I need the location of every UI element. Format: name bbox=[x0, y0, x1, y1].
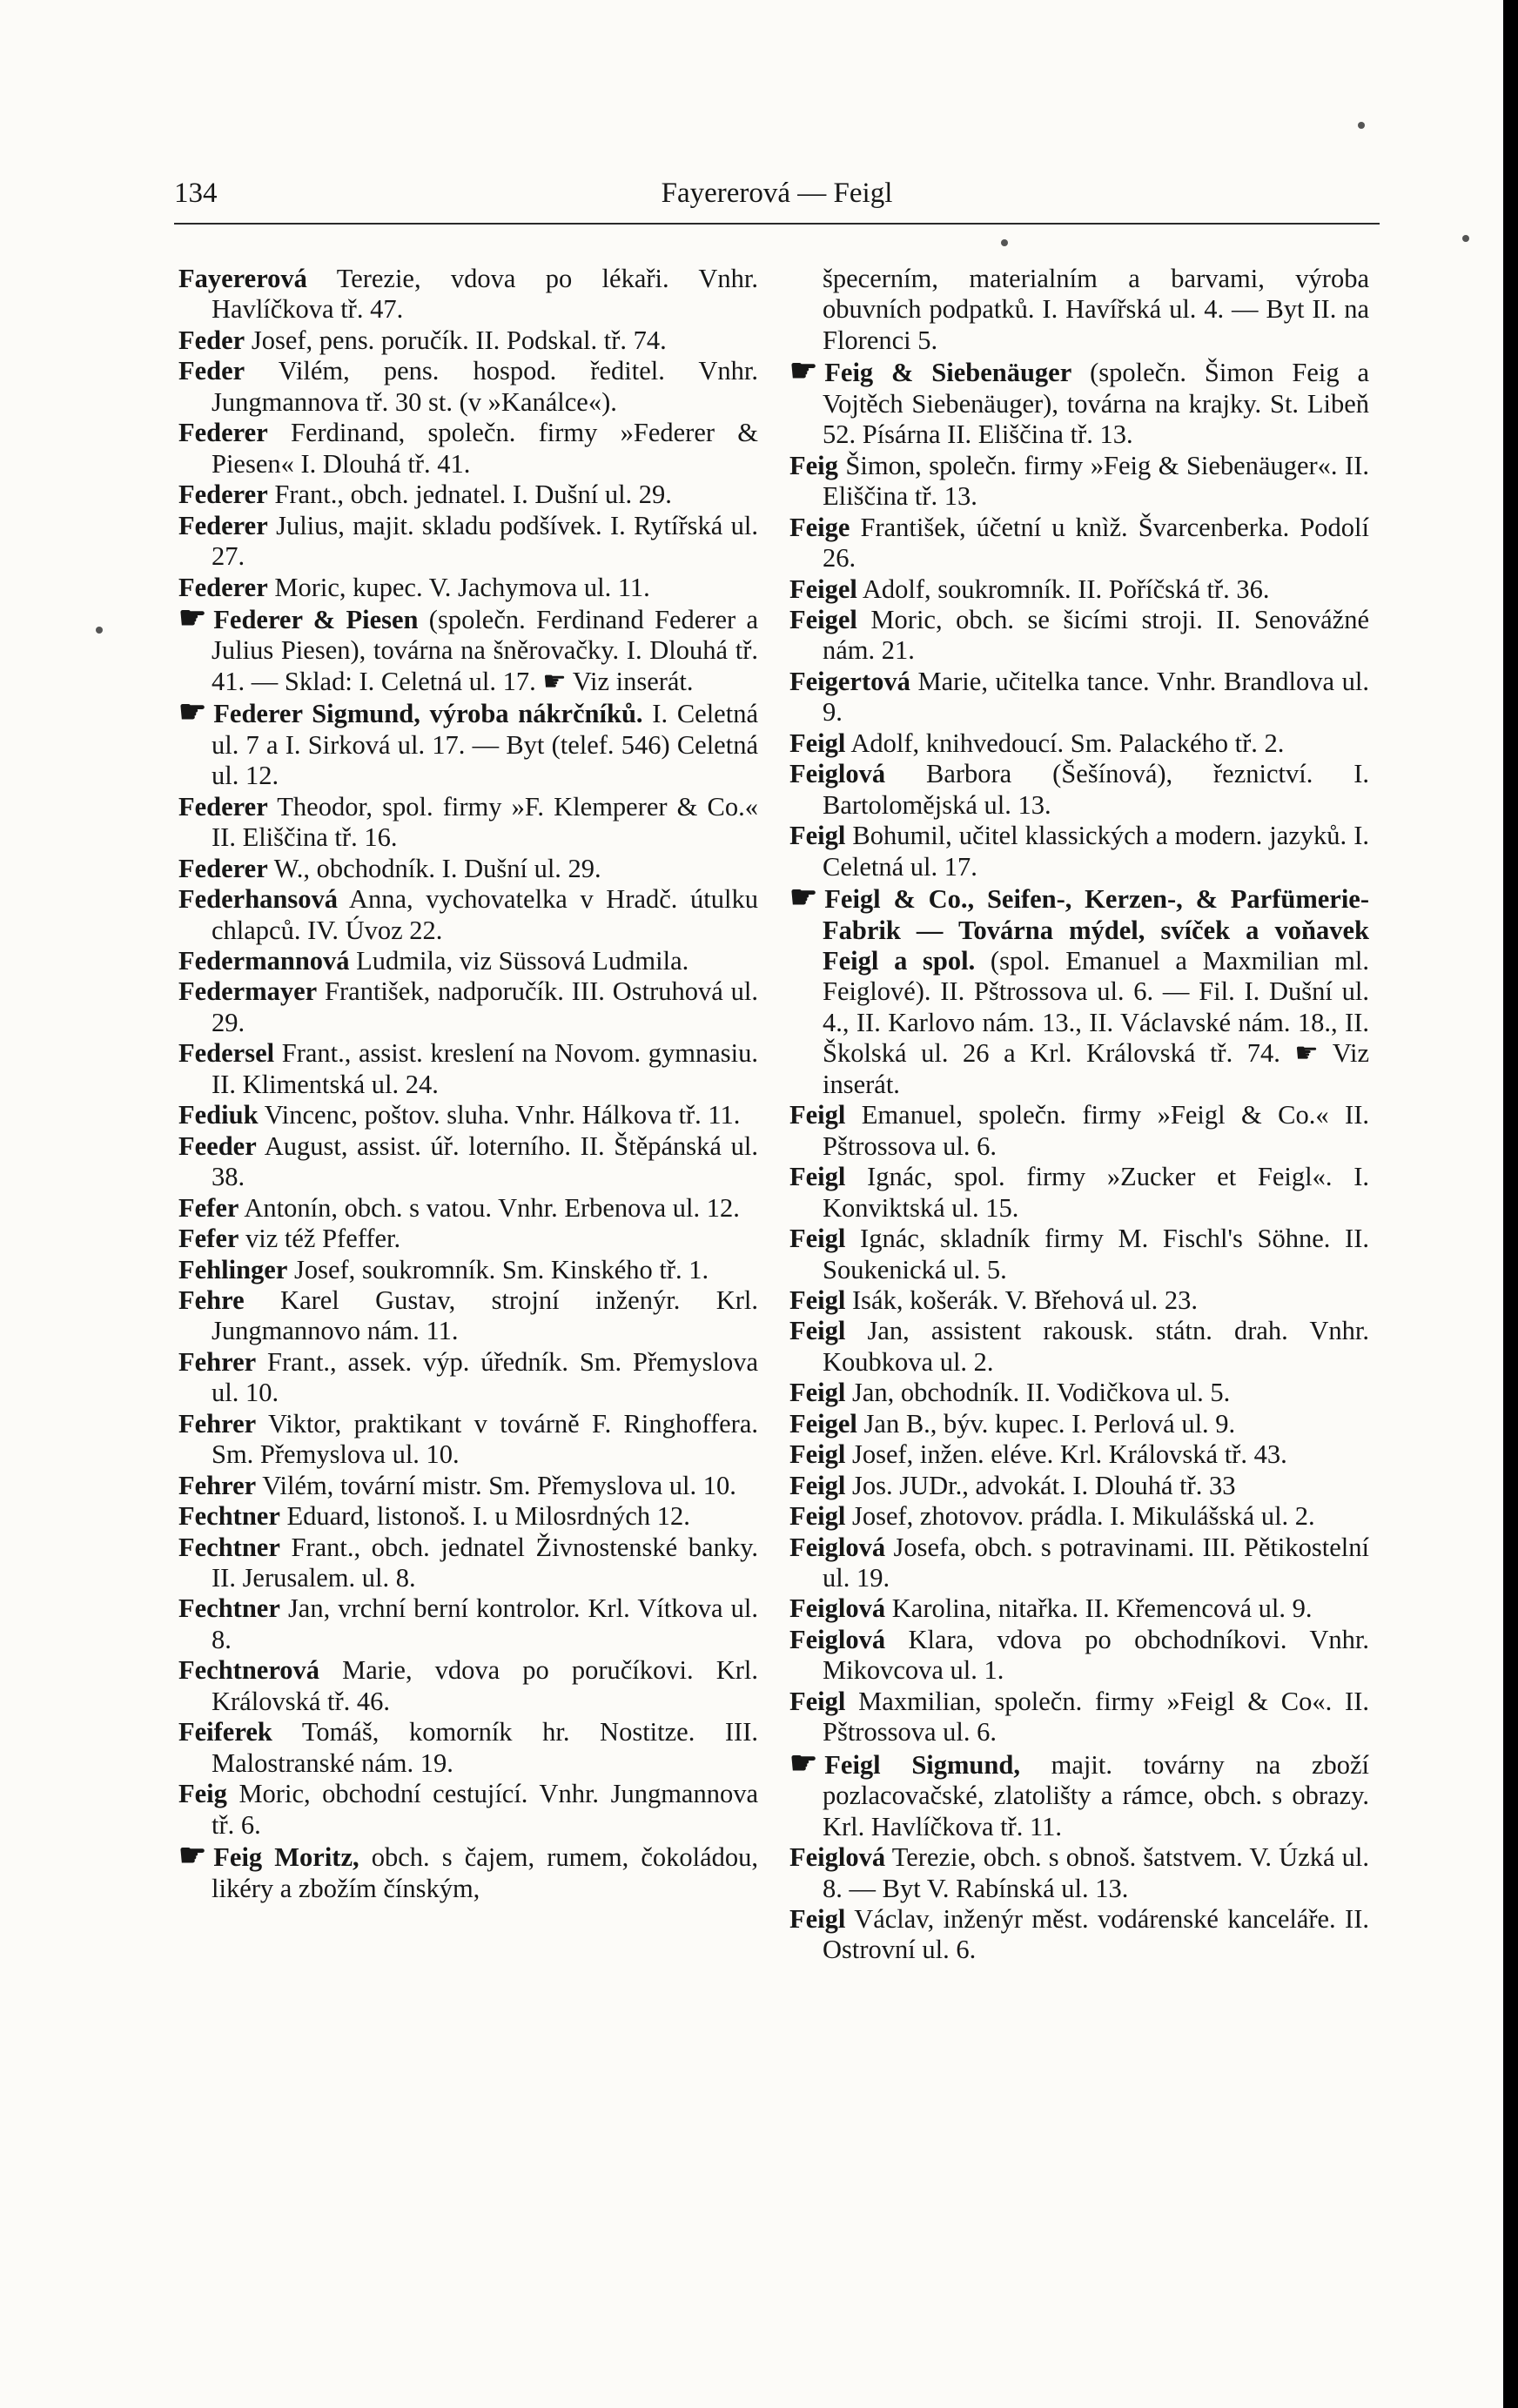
directory-entry bbox=[178, 480, 758, 510]
entry-details: Jan, assistent rakousk. státn. drah. Vnhr. Koubkova ul. 2. bbox=[823, 1316, 1369, 1377]
entry-name: Feig bbox=[789, 450, 838, 480]
directory-entry bbox=[178, 1347, 758, 1409]
directory-entry bbox=[789, 264, 1369, 356]
directory-entry bbox=[178, 1471, 758, 1501]
entry-details: Terezie, vdova po lékaři. Vnhr. Havlíčkova tř. 47. bbox=[212, 264, 758, 325]
entry-name: Feigl bbox=[789, 821, 846, 851]
entry-details: Ignác, spol. firmy »Zucker et Feigl«. I. Konviktská ul. 15. bbox=[823, 1162, 1369, 1223]
entry-details: Karolina, nitařka. II. Křemencová ul. 9. bbox=[885, 1593, 1313, 1624]
directory-entry bbox=[178, 976, 758, 1038]
entry-details: Karel Gustav, strojní inženýr. Krl. Jungmannovo nám. 11. bbox=[212, 1284, 758, 1346]
entry-name: Feigl bbox=[789, 1224, 846, 1254]
directory-entry bbox=[789, 513, 1369, 574]
pointing-hand-icon: ☛ bbox=[178, 600, 207, 635]
entry-details: Frant., assist. kreslení na Novom. gymnasiu. II. Klimentská ul. 24. bbox=[212, 1038, 758, 1099]
entry-name: Feigertová bbox=[789, 666, 910, 696]
directory-entry bbox=[789, 1471, 1369, 1501]
entry-details: Adolf, knihvedoucí. Sm. Palackého tř. 2. bbox=[845, 728, 1285, 758]
directory-entry bbox=[178, 1409, 758, 1471]
directory-entry bbox=[789, 1625, 1369, 1687]
entry-details: Bohumil, učitel klassických a modern. jazyků. I. Celetná ul. 17. bbox=[823, 821, 1369, 882]
entry-name: Feiglová bbox=[789, 1842, 886, 1873]
entry-details: Anna, vychovatelka v Hradč. útulku chlapců. IV. Úvoz 22. bbox=[212, 884, 758, 945]
entry-name: Feeder bbox=[178, 1130, 257, 1161]
entry-details: Šimon, společn. firmy »Feig & Siebenäuger«. II. Eliščina tř. 13. bbox=[823, 450, 1369, 512]
entry-details: Josef, zhotovov. prádla. I. Mikulášská ul. 2. bbox=[845, 1501, 1315, 1532]
entry-details: (spol. Emanuel a Maxmilian ml. Feiglové). II. Pštrossova ul. 6. — Fil. I. Dušní ul. 4., II. Karlovo nám. 13., II. Václavské nám. 18., II. Školská ul. 26 a Krl. Královská tř. 74. ☛ Viz inserát. bbox=[823, 945, 1369, 1099]
entry-name: Federer bbox=[178, 480, 268, 510]
directory-entry bbox=[178, 1100, 758, 1130]
directory-entry bbox=[178, 1593, 758, 1655]
entry-details: Isák, košerák. V. Břehová ul. 23. bbox=[845, 1284, 1199, 1315]
directory-entry bbox=[789, 1162, 1369, 1224]
entry-name: Feige bbox=[789, 512, 850, 542]
entry-name: Federer & Piesen bbox=[213, 604, 419, 634]
entry-details: Josef, inžen. eléve. Krl. Královská tř. 43. bbox=[845, 1439, 1287, 1470]
entry-name: Fayererová bbox=[178, 264, 307, 293]
entry-details: Moric, obchodní cestující. Vnhr. Jungmannova tř. 6. bbox=[212, 1779, 758, 1840]
directory-entry bbox=[789, 1593, 1369, 1624]
entry-details: Ludmila, viz Süssová Ludmila. bbox=[349, 945, 689, 976]
entry-details: Theodor, spol. firmy »F. Klemperer & Co.« II. Eliščina tř. 16. bbox=[212, 791, 758, 853]
directory-entry bbox=[178, 884, 758, 946]
directory-entry bbox=[178, 694, 758, 791]
entry-name: Feigl Sigmund, bbox=[824, 1749, 1020, 1780]
directory-entry bbox=[789, 1224, 1369, 1285]
entry-details: Terezie, obch. s obnoš. šatstvem. V. Úzká ul. 8. — Byt V. Rabínská ul. 13. bbox=[823, 1842, 1369, 1903]
directory-entry bbox=[178, 854, 758, 884]
pointing-hand-icon: ☛ bbox=[789, 1745, 818, 1781]
entry-details: Marie, vdova po poručíkovi. Krl. Královská tř. 46. bbox=[212, 1655, 758, 1716]
directory-entry bbox=[178, 1501, 758, 1532]
entry-name: Feigl bbox=[789, 1162, 846, 1192]
entry-details: W., obchodník. I. Dušní ul. 29. bbox=[267, 853, 601, 883]
directory-entry bbox=[178, 511, 758, 573]
directory-entry bbox=[178, 1838, 758, 1904]
entry-details: Vincenc, poštov. sluha. Vnhr. Hálkova tř. 11. bbox=[258, 1100, 741, 1130]
entry-details: Vilém, tovární mistr. Sm. Přemyslova ul. 10. bbox=[256, 1470, 736, 1500]
entry-details: Jan B., býv. kupec. I. Perlová ul. 9. bbox=[856, 1408, 1236, 1439]
entry-details: Jan, vrchní berní kontrolor. Krl. Vítkova ul. 8. bbox=[212, 1593, 758, 1654]
entry-details: František, účetní u knìž. Švarcenberka. Podolí 26. bbox=[823, 512, 1369, 573]
entry-details: František, nadporučík. III. Ostruhová ul. 29. bbox=[212, 976, 758, 1037]
entry-details: Tomáš, komorník hr. Nostitze. III. Malostranské nám. 19. bbox=[212, 1717, 758, 1778]
pointing-hand-icon: ☛ bbox=[789, 353, 818, 389]
directory-entry bbox=[178, 1285, 758, 1347]
entry-details: Josefa, obch. s potravinami. III. Pětikostelní ul. 19. bbox=[823, 1532, 1369, 1593]
directory-entry bbox=[178, 1779, 758, 1841]
entry-details: Josef, pens. poručík. II. Podskal. tř. 74. bbox=[245, 325, 667, 355]
entry-name: Feigl bbox=[789, 1284, 846, 1315]
entry-name: Federer bbox=[178, 418, 268, 448]
entry-details: Jan, obchodník. II. Vodičkova ul. 5. bbox=[845, 1378, 1231, 1408]
entry-details: Marie, učitelka tance. Vnhr. Brandlova ul. 9. bbox=[823, 666, 1369, 728]
entry-name: Federhansová bbox=[178, 884, 338, 915]
entry-name: Feigl bbox=[789, 1501, 846, 1532]
entry-name: Feigl bbox=[789, 1100, 846, 1130]
entry-name: Federer bbox=[178, 572, 268, 602]
directory-entry bbox=[789, 451, 1369, 513]
directory-entry bbox=[789, 605, 1369, 667]
entry-details: Viktor, praktikant v továrně F. Ringhoffera. Sm. Přemyslova ul. 10. bbox=[212, 1408, 758, 1470]
directory-entry bbox=[789, 1316, 1369, 1378]
directory-entry bbox=[178, 1717, 758, 1779]
entry-name: Fefer bbox=[178, 1192, 239, 1223]
directory-entry bbox=[178, 1655, 758, 1717]
entry-details: Václav, inženýr měst. vodárenské kanceláře. II. Ostrovní ul. 6. bbox=[823, 1904, 1369, 1965]
directory-entry bbox=[178, 264, 758, 325]
entry-name: Feder bbox=[178, 356, 245, 386]
entry-name: Feiglová bbox=[789, 759, 886, 789]
entry-name: Feigel bbox=[789, 573, 857, 604]
directory-entry bbox=[789, 1439, 1369, 1470]
pointing-hand-icon: ☛ bbox=[789, 880, 818, 916]
print-speck bbox=[96, 627, 103, 634]
directory-entry bbox=[789, 1100, 1369, 1162]
entry-name: Feiglová bbox=[789, 1624, 886, 1654]
page-header bbox=[174, 171, 1380, 214]
directory-entry bbox=[789, 1501, 1369, 1532]
directory-entry bbox=[178, 573, 758, 603]
directory-entry bbox=[789, 821, 1369, 882]
entry-details: Jos. JUDr., advokát. I. Dlouhá tř. 33 bbox=[845, 1470, 1236, 1500]
entry-name: Fediuk bbox=[178, 1100, 259, 1130]
entry-name: Fechtner bbox=[178, 1532, 280, 1562]
running-head: Fayererová — Feigl bbox=[661, 178, 893, 209]
directory-entry bbox=[178, 325, 758, 356]
print-speck bbox=[1358, 122, 1365, 129]
entry-name: Feigl bbox=[789, 728, 846, 758]
entry-name: Fefer bbox=[178, 1224, 239, 1254]
entry-details: Klara, vdova po obchodníkovi. Vnhr. Mikovcova ul. 1. bbox=[823, 1624, 1369, 1686]
directory-entry bbox=[789, 1745, 1369, 1842]
entry-name: Feigel bbox=[789, 604, 857, 634]
entry-name: Federmannová bbox=[178, 945, 350, 976]
entry-details: Vilém, pens. hospod. ředitel. Vnhr. Jungmannova tř. 30 st. (v »Kanálce«). bbox=[212, 356, 758, 417]
entry-name: Federer Sigmund, výroba nákrčníků. bbox=[213, 699, 643, 729]
entry-details: August, assist. úř. loterního. II. Štěpánská ul. 38. bbox=[212, 1130, 758, 1192]
directory-entry bbox=[789, 353, 1369, 450]
entry-details: Frant., assek. výp. úředník. Sm. Přemyslova ul. 10. bbox=[212, 1346, 758, 1408]
entry-details: viz též Pfeffer. bbox=[238, 1224, 401, 1254]
right-column bbox=[789, 264, 1369, 2283]
entry-name: Feigl bbox=[789, 1316, 846, 1346]
page-number: 134 bbox=[174, 178, 218, 209]
entry-name: Federer bbox=[178, 853, 268, 883]
entry-details: Julius, majit. skladu podšívek. I. Rytířská ul. 27. bbox=[212, 510, 758, 572]
print-speck bbox=[1001, 239, 1008, 246]
entry-name: Feigl bbox=[789, 1470, 846, 1500]
entry-name: Fehlinger bbox=[178, 1254, 288, 1284]
entry-name: Fehre bbox=[178, 1284, 245, 1315]
directory-entry bbox=[789, 728, 1369, 759]
entry-name: Feigl bbox=[789, 1904, 846, 1935]
entry-name: Feig Moritz, bbox=[213, 1842, 359, 1873]
entry-details: Eduard, listonoš. I. u Milosrdných 12. bbox=[279, 1501, 690, 1532]
entry-name: Fechtnerová bbox=[178, 1655, 320, 1686]
directory-entry bbox=[178, 1224, 758, 1254]
entry-name: Fechtner bbox=[178, 1501, 280, 1532]
entry-details: Frant., obch. jednatel. I. Dušní ul. 29. bbox=[267, 480, 672, 510]
directory-entry bbox=[178, 1255, 758, 1285]
entry-details: špecerním, materialním a barvami, výroba obuvních podpatků. I. Havířská ul. 4. — Byt II. na Florenci 5. bbox=[823, 264, 1369, 355]
entry-details: Emanuel, společn. firmy »Feigl & Co.« II. Pštrossova ul. 6. bbox=[823, 1100, 1369, 1161]
header-rule bbox=[174, 223, 1380, 225]
directory-entry bbox=[789, 1409, 1369, 1439]
entry-name: Federmayer bbox=[178, 976, 318, 1007]
entry-details: Antonín, obch. s vatou. Vnhr. Erbenova ul. 12. bbox=[238, 1192, 740, 1223]
entry-name: Fehrer bbox=[178, 1408, 257, 1439]
entry-details: Adolf, soukromník. II. Poříčská tř. 36. bbox=[856, 573, 1270, 604]
entry-name: Federsel bbox=[178, 1038, 275, 1069]
entry-name: Feiglová bbox=[789, 1532, 886, 1562]
directory-entry bbox=[789, 574, 1369, 605]
entry-details: (společn. Šimon Feig a Vojtěch Siebenäuger), továrna na krajky. St. Libeň 52. Písárna II. Eliščina tř. 13. bbox=[823, 358, 1369, 450]
print-speck bbox=[1462, 235, 1469, 242]
directory-entry bbox=[789, 1533, 1369, 1594]
directory-entry bbox=[789, 1904, 1369, 1966]
directory-entry bbox=[178, 356, 758, 418]
directory-entry bbox=[178, 946, 758, 976]
directory-entry bbox=[178, 1193, 758, 1224]
entry-name: Feig & Siebenäuger bbox=[824, 358, 1072, 388]
directory-entry bbox=[789, 1285, 1369, 1316]
entry-name: Fechtner bbox=[178, 1593, 280, 1624]
entry-details: obch. s čajem, rumem, čokoládou, likéry a zbožím čínským, bbox=[212, 1842, 758, 1903]
entry-name: Fehrer bbox=[178, 1346, 257, 1377]
entry-details: Josef, soukromník. Sm. Kinského tř. 1. bbox=[287, 1254, 709, 1284]
entry-details: Ferdinand, společn. firmy »Federer & Piesen« I. Dlouhá tř. 41. bbox=[212, 418, 758, 479]
directory-entry bbox=[178, 1038, 758, 1100]
directory-entry bbox=[178, 418, 758, 480]
entry-name: Federer bbox=[178, 510, 268, 540]
entry-details: Ignác, skladník firmy M. Fischl's Söhne. II. Soukenická ul. 5. bbox=[823, 1224, 1369, 1284]
entry-name: Feigl & Co., Seifen-, Kerzen-, & Parfümerie-Fabrik — Továrna mýdel, svíček a voňavek Feigl a spol. bbox=[823, 884, 1369, 976]
entry-name: Feigl bbox=[789, 1439, 846, 1470]
entry-details: I. Celetná ul. 7 a I. Sirková ul. 17. — Byt (telef. 546) Celetná ul. 12. bbox=[212, 699, 758, 791]
directory-entry bbox=[178, 1533, 758, 1594]
left-column bbox=[178, 264, 758, 2283]
directory-entry bbox=[789, 1842, 1369, 1904]
directory-entry bbox=[789, 667, 1369, 728]
entry-name: Feigl bbox=[789, 1686, 846, 1716]
directory-entry bbox=[789, 882, 1369, 1100]
entry-details: majit. továrny na zboží pozlacovačské, zlatolišty a rámce, obch. s obrazy. Krl. Havlíčkova tř. 11. bbox=[823, 1749, 1369, 1841]
directory-entry bbox=[178, 792, 758, 854]
directory-entry bbox=[789, 1687, 1369, 1748]
directory-entry bbox=[789, 1378, 1369, 1408]
entry-name: Feder bbox=[178, 325, 245, 355]
entry-details: Moric, obch. se šicími stroji. II. Senovážné nám. 21. bbox=[823, 604, 1369, 666]
entry-name: Feigel bbox=[789, 1408, 857, 1439]
directory-entry bbox=[178, 1131, 758, 1193]
entry-name: Feig bbox=[178, 1779, 227, 1809]
entry-details: (společn. Ferdinand Federer a Julius Piesen), továrna na šněrovačky. I. Dlouhá tř. 41. — Sklad: I. Celetná ul. 17. ☛ Viz inserát. bbox=[212, 604, 758, 696]
directory-entry bbox=[178, 600, 758, 697]
entry-name: Feiferek bbox=[178, 1717, 272, 1747]
entry-details: Barbora (Šešínová), řeznictví. I. Bartolomějská ul. 13. bbox=[823, 759, 1369, 820]
entry-details: Moric, kupec. V. Jachymova ul. 11. bbox=[267, 572, 650, 602]
entry-name: Federer bbox=[178, 791, 268, 822]
entry-details: Frant., obch. jednatel Živnostenské banky. II. Jerusalem. ul. 8. bbox=[212, 1532, 758, 1593]
pointing-hand-icon: ☛ bbox=[178, 1838, 207, 1874]
entry-details: Maxmilian, společn. firmy »Feigl & Co«. II. Pštrossova ul. 6. bbox=[823, 1686, 1369, 1747]
pointing-hand-icon: ☛ bbox=[178, 694, 207, 730]
entry-name: Fehrer bbox=[178, 1470, 257, 1500]
entry-name: Feiglová bbox=[789, 1593, 886, 1624]
directory-entry bbox=[789, 759, 1369, 821]
entry-name: Feigl bbox=[789, 1378, 846, 1408]
